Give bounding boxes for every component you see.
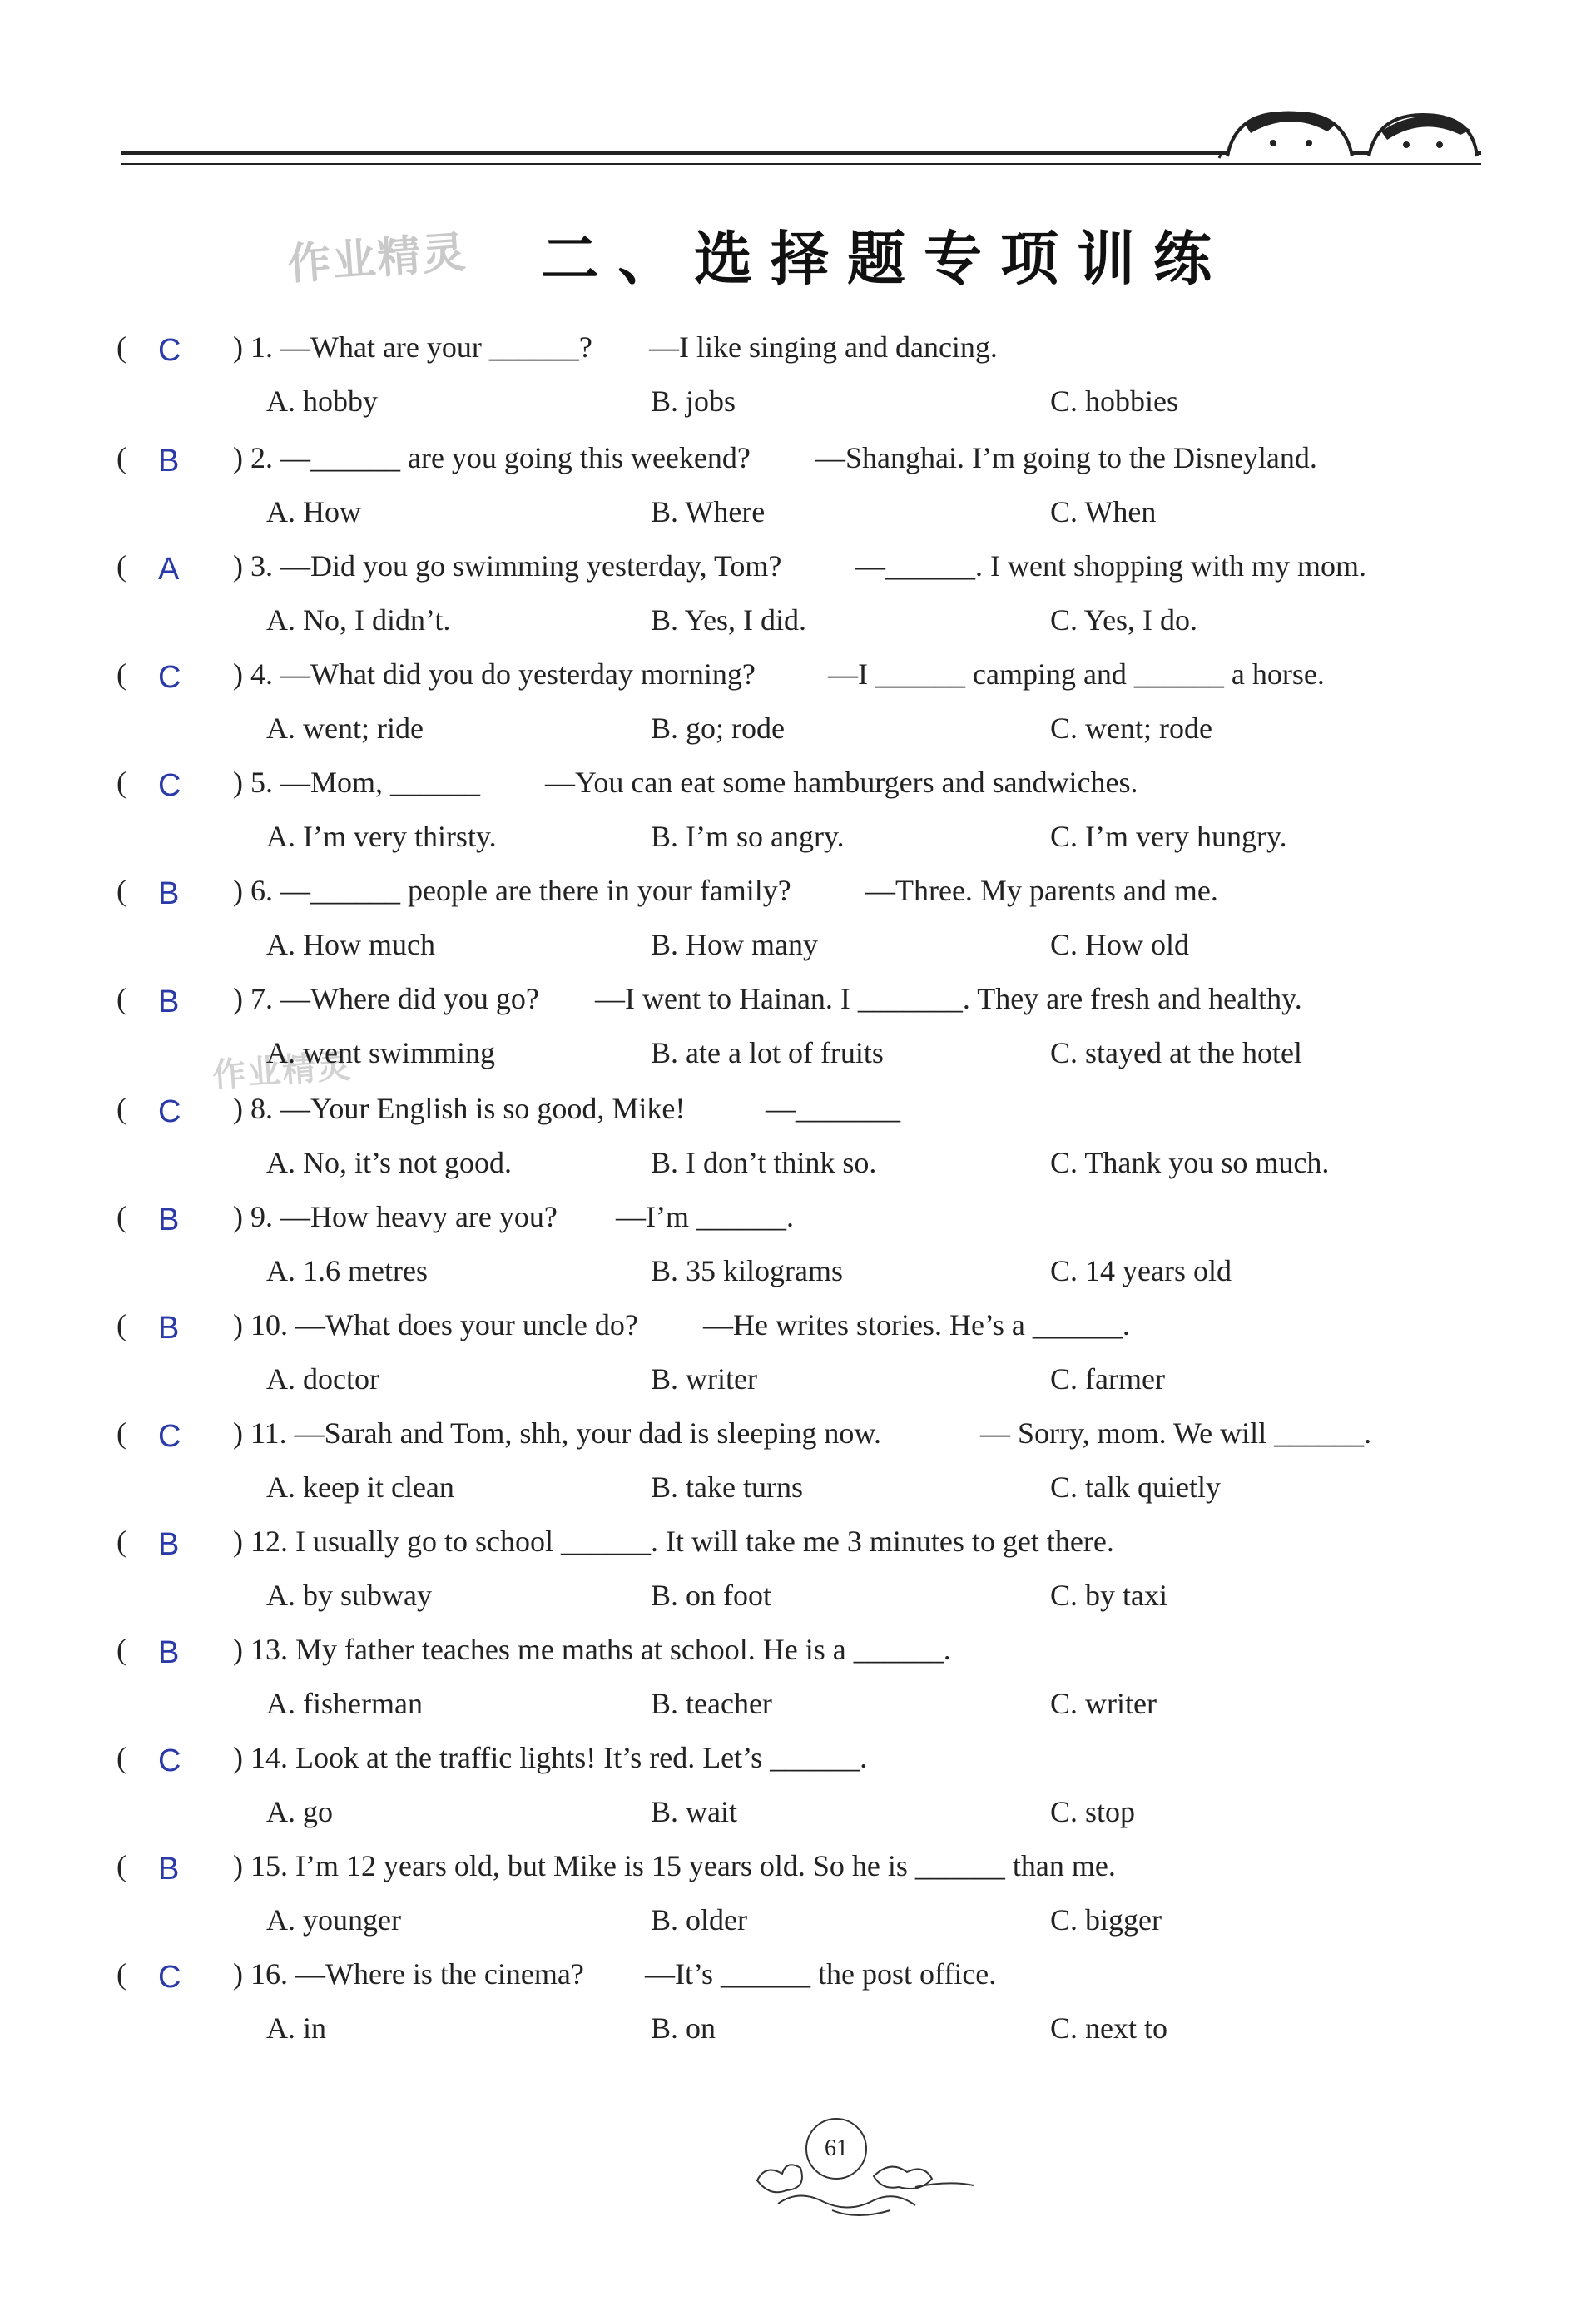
question-reply: —I’m ______. (616, 1200, 794, 1233)
question-text: ) 6. —______ people are there in your family? (233, 874, 791, 907)
question-reply: —I like singing and dancing. (649, 330, 998, 364)
option-c: C. stayed at the hotel (1050, 1036, 1302, 1069)
question-text: ) 3. —Did you go swimming yesterday, Tom? (233, 549, 782, 583)
option-b: B. Where (651, 495, 766, 528)
option-c: C. by taxi (1050, 1579, 1167, 1612)
question-text: ) 15. I’m 12 years old, but Mike is 15 years old. So he is ______ than me. (233, 1849, 1116, 1882)
question-reply: —______. I went shopping with my mom. (855, 549, 1366, 583)
question-row (116, 1408, 1465, 1458)
answer-paren-open: ( (116, 874, 126, 907)
option-row (266, 1895, 1431, 1945)
answer-paren-open: ( (116, 657, 126, 691)
option-c: C. How old (1050, 928, 1190, 961)
option-a: A. went swimming (266, 1036, 495, 1069)
option-a: A. hobby (266, 384, 378, 418)
answer-letter: B (158, 1635, 180, 1670)
question-reply: —I ______ camping and ______ a horse. (828, 657, 1325, 691)
option-b: B. teacher (651, 1687, 772, 1720)
question-row (116, 1300, 1465, 1350)
option-b: B. jobs (651, 384, 736, 418)
question-row (116, 1841, 1465, 1891)
answer-paren-open: ( (116, 1957, 126, 1991)
watermark: 作业精灵 (285, 227, 469, 290)
answer-paren-open: ( (116, 441, 126, 474)
answer-paren-open: ( (116, 766, 126, 799)
question-text: ) 7. —Where did you go? (233, 982, 539, 1015)
question-reply: —_______ (766, 1092, 900, 1125)
option-a: A. go (266, 1795, 333, 1828)
option-c: C. hobbies (1050, 384, 1179, 418)
answer-paren-open: ( (116, 1633, 126, 1666)
answer-letter: B (158, 444, 180, 479)
question-reply: —Shanghai. I’m going to the Disneyland. (815, 441, 1317, 474)
answer-letter: B (158, 984, 180, 1019)
watermark: 作业精灵 (211, 1047, 354, 1095)
option-c: C. 14 years old (1050, 1254, 1232, 1287)
answer-letter: C (158, 768, 181, 803)
answer-paren-open: ( (116, 1308, 126, 1341)
option-a: A. in (266, 2011, 326, 2045)
answer-paren-open: ( (116, 330, 126, 364)
question-text: ) 10. —What does your uncle do? (233, 1308, 638, 1341)
option-c: C. went; rode (1050, 712, 1212, 745)
page-number: 61 (805, 2118, 867, 2180)
option-c: C. stop (1050, 1795, 1136, 1828)
question-text: ) 8. —Your English is so good, Mike! (233, 1092, 686, 1125)
answer-letter: B (158, 1311, 180, 1346)
option-a: A. No, it’s not good. (266, 1146, 513, 1179)
question-row (116, 1624, 1465, 1674)
option-a: A. How (266, 495, 361, 528)
question-row (116, 1949, 1465, 1999)
answer-paren-open: ( (116, 1416, 126, 1450)
option-a: A. No, I didn’t. (266, 603, 451, 637)
option-b: B. take turns (651, 1470, 803, 1504)
option-b: B. I’m so angry. (651, 820, 845, 853)
question-text: ) 5. —Mom, ______ (233, 766, 480, 799)
option-b: B. How many (651, 928, 818, 961)
option-row (266, 2003, 1431, 2053)
answer-letter: C (158, 1419, 181, 1454)
answer-paren-open: ( (116, 982, 126, 1015)
question-row (116, 649, 1465, 699)
option-row (266, 487, 1431, 537)
option-a: A. fisherman (266, 1687, 423, 1720)
question-text: ) 11. —Sarah and Tom, shh, your dad is sleeping now. (233, 1416, 882, 1450)
option-c: C. farmer (1050, 1362, 1165, 1396)
question-text: ) 14. Look at the traffic lights! It’s red. Let’s ______. (233, 1741, 868, 1774)
cartoon-kids-icon (1211, 107, 1485, 161)
option-c: C. Thank you so much. (1050, 1146, 1330, 1179)
question-row (116, 865, 1465, 915)
answer-letter: B (158, 1852, 180, 1887)
option-row (266, 1138, 1431, 1188)
question-row (116, 1084, 1465, 1133)
answer-letter: C (158, 333, 181, 368)
question-reply: —It’s ______ the post office. (645, 1957, 997, 1991)
option-b: B. go; rode (651, 712, 785, 745)
question-text: ) 1. —What are your ______? (233, 330, 592, 364)
question-text: ) 16. —Where is the cinema? (233, 1957, 584, 1991)
option-row (266, 920, 1431, 970)
answer-paren-open: ( (116, 549, 126, 583)
option-row (266, 1570, 1431, 1620)
option-b: B. on (651, 2011, 716, 2045)
question-reply: —I went to Hainan. I _______. They are fresh and healthy. (595, 982, 1302, 1015)
option-a: A. How much (266, 928, 435, 961)
option-b: B. 35 kilograms (651, 1254, 843, 1287)
answer-letter: A (158, 552, 180, 587)
option-a: A. doctor (266, 1362, 379, 1396)
answer-paren-open: ( (116, 1525, 126, 1558)
option-c: C. next to (1050, 2011, 1167, 2045)
question-reply: —You can eat some hamburgers and sandwiches. (545, 766, 1138, 799)
question-row (116, 974, 1465, 1024)
option-row (266, 595, 1431, 645)
question-row (116, 322, 1465, 372)
option-row (266, 1354, 1431, 1404)
option-b: B. wait (651, 1795, 737, 1828)
question-text: ) 4. —What did you do yesterday morning? (233, 657, 756, 691)
option-a: A. I’m very thirsty. (266, 820, 497, 853)
option-c: C. When (1050, 495, 1157, 528)
answer-letter: B (158, 876, 180, 911)
question-reply: — Sorry, mom. We will ______. (980, 1416, 1372, 1450)
option-b: B. on foot (651, 1579, 772, 1612)
question-row (116, 1192, 1465, 1242)
question-row (116, 1516, 1465, 1566)
option-a: A. by subway (266, 1579, 432, 1612)
question-row (116, 757, 1465, 807)
option-c: C. bigger (1050, 1903, 1162, 1937)
option-b: B. writer (651, 1362, 757, 1396)
option-row (266, 1787, 1431, 1837)
answer-paren-open: ( (116, 1741, 126, 1774)
answer-paren-open: ( (116, 1849, 126, 1882)
question-reply: —Three. My parents and me. (865, 874, 1218, 907)
question-row (116, 1733, 1465, 1783)
answer-letter: C (158, 660, 181, 695)
option-c: C. I’m very hungry. (1050, 820, 1287, 853)
option-b: B. I don’t think so. (651, 1146, 877, 1179)
option-c: C. Yes, I do. (1050, 603, 1198, 637)
option-a: A. went; ride (266, 712, 424, 745)
question-text: ) 13. My father teaches me maths at school. He is a ______. (233, 1633, 951, 1666)
option-row (266, 1462, 1431, 1512)
question-text: ) 2. —______ are you going this weekend? (233, 441, 751, 474)
option-row (266, 1028, 1431, 1078)
answer-letter: C (158, 1094, 181, 1129)
answer-letter: C (158, 1960, 181, 1995)
option-b: B. older (651, 1903, 747, 1937)
question-row (116, 433, 1465, 483)
page-title: 二、选择题专项训练 (541, 225, 1230, 293)
question-row (116, 541, 1465, 591)
answer-paren-open: ( (116, 1200, 126, 1233)
question-text: ) 9. —How heavy are you? (233, 1200, 558, 1233)
option-a: A. 1.6 metres (266, 1254, 428, 1287)
answer-letter: B (158, 1527, 180, 1562)
option-row (266, 811, 1431, 861)
option-a: A. keep it clean (266, 1470, 454, 1504)
option-c: C. talk quietly (1050, 1470, 1221, 1504)
answer-paren-open: ( (116, 1092, 126, 1125)
option-b: B. Yes, I did. (651, 603, 807, 637)
option-row (266, 1246, 1431, 1296)
option-c: C. writer (1050, 1687, 1157, 1720)
question-reply: —He writes stories. He’s a ______. (703, 1308, 1130, 1341)
option-row (266, 1679, 1431, 1728)
answer-letter: B (158, 1203, 180, 1237)
answer-letter: C (158, 1743, 181, 1778)
option-a: A. younger (266, 1903, 401, 1937)
option-row (266, 703, 1431, 753)
option-b: B. ate a lot of fruits (651, 1036, 884, 1069)
question-text: ) 12. I usually go to school ______. It will take me 3 minutes to get there. (233, 1525, 1114, 1558)
option-row (266, 376, 1431, 426)
